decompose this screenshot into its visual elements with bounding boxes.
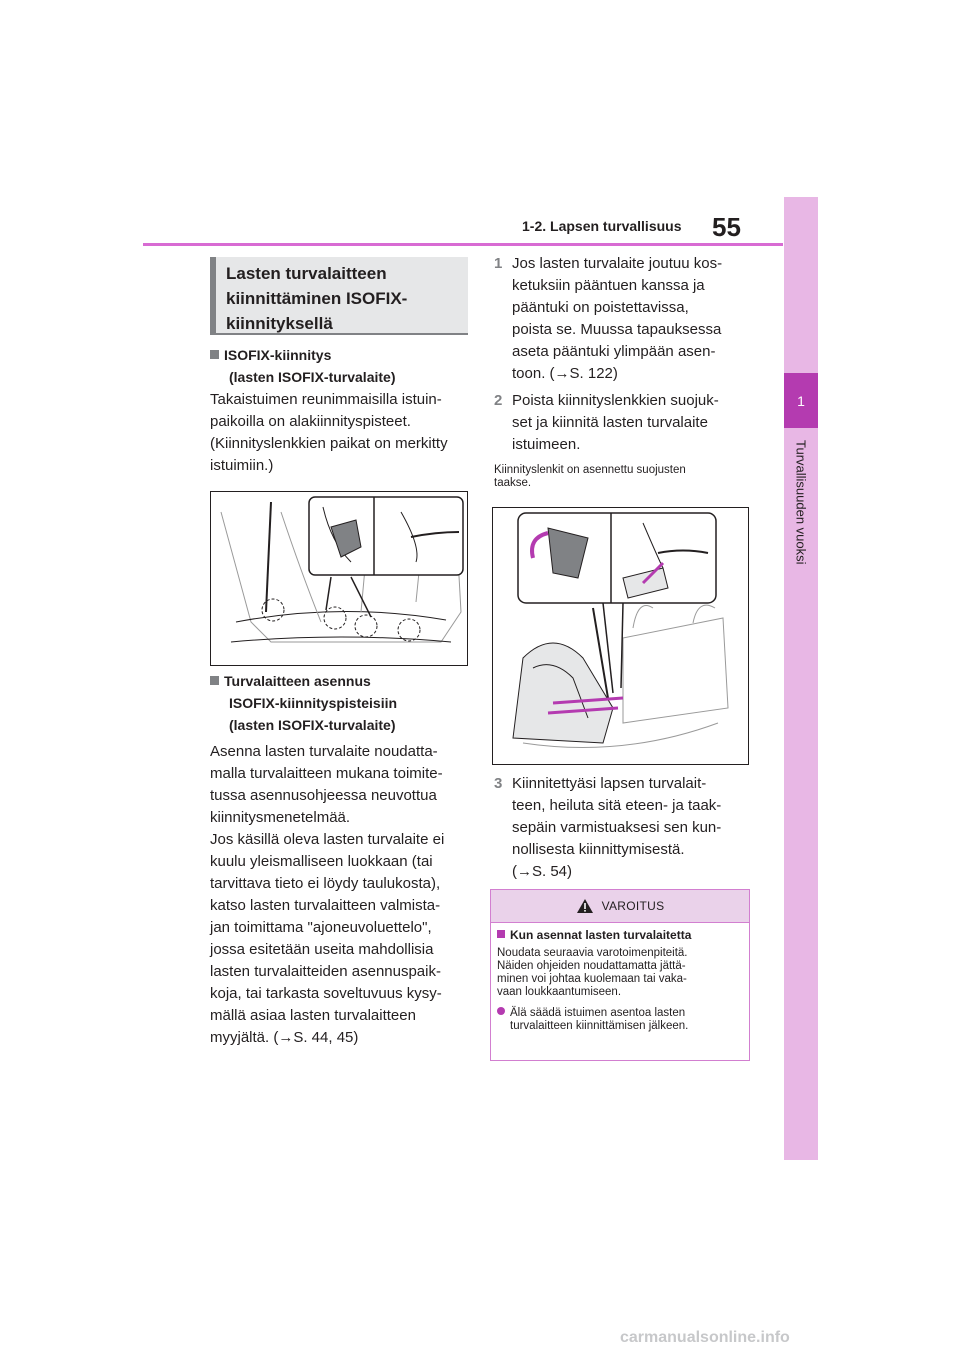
step-number: 3 [494,775,503,792]
rear-seat-illustration [211,492,467,665]
warning-header [491,890,749,923]
warning-subtitle: Kun asennat lasten turvalaitetta [497,928,743,943]
section-title: 1-2. Lapsen turvallisuus [522,218,682,234]
header-rule [143,243,783,246]
heading-line: Lasten turvalaitteen [226,264,387,283]
step-2: 2 Poista kiinnityslenkkien suojuk- set ja kiinnitä lasten turvalaite istuimeen. [494,392,719,453]
bullet-heading-isofix: ISOFIX-kiinnitys (lasten ISOFIX-turvalaite) [210,344,470,388]
bullet-dot-icon [497,1007,505,1015]
chapter-number-tab: 1 [784,373,818,428]
figure-rear-seat-anchors [210,491,468,666]
figure-child-seat-install [492,507,749,765]
heading-line: kiinnityksellä [226,314,333,333]
warning-bullet: Älä säädä istuimen asentoa lasten turvalaitteen kiinnittämisen jälkeen. [497,1007,743,1033]
step-1: 1 Jos lasten turvalaite joutuu kos- ketuksiin pääntuen kanssa ja pääntuki on poistettavissa, poista se. Muussa tapauksessa aseta pääntuki ylimpään asen- toon. (→S. 122) [494,255,723,382]
bullet-heading-installation: Turvalaitteen asennus ISOFIX-kiinnityspisteisiin (lasten ISOFIX-turvalaite) [210,670,472,736]
chapter-side-strip [784,197,818,1160]
chapter-title-vertical [783,440,819,600]
heading-line: kiinnittäminen ISOFIX- [226,289,408,308]
chapter-title: Turvallisuuden vuoksi [793,440,809,565]
watermark: carmanualsonline.info [620,1329,790,1346]
paragraph-installation: Asenna lasten turvalaite noudatta- malla turvalaitteen mukana toimite- tussa asennusohjeessa neuvottua kiinnitysmenetelmää. Jos käsillä oleva lasten turvalaite ei kuulu yleismalliseen luokkaan (tai tarvittava tieto ei löydy taulukosta), katso lasten turvalaitteen valmista- jan toimittama "ajoneuvoluettelo", jossa esitetään useita mahdollisia lasten turvalaitteiden asennuspaik- koja, tai tarkasta soveltuvuus kysy- mällä asiaa lasten turvalaitteen myyjältä. (→S. 44, 45) [210,743,445,1046]
paragraph-anchor-points: Takaistuimen reunimmaisilla istuin- paikoilla on alakiinnityspisteet. (Kiinnityslenkkien paikat on merkitty istuimiin.) [210,391,448,474]
warning-triangle-icon [576,898,594,914]
step-number: 1 [494,255,503,272]
step-number: 2 [494,392,503,409]
bullet-square-icon [210,350,219,359]
bullet-square-icon [210,676,219,685]
note-anchor-covers: Kiinnityslenkit on asennettu suojusten taakse. [494,464,686,489]
child-seat-illustration [493,508,748,764]
step-3: 3 Kiinnitettyäsi lapsen turvalait- teen, heiluta sitä eteen- ja taak- sepäin varmistuaksesi sen kun- nollisesta kiinnittymisestä. (→S. 54) [494,775,722,880]
warning-box [490,889,750,1061]
warning-title: VAROITUS [601,899,665,913]
section-heading-box [210,257,468,335]
page-number: 55 [712,212,741,242]
warning-text: Noudata seuraavia varotoimenpiteitä. Näiden ohjeiden noudattamatta jättä- minen voi johtaa kuolemaan tai vaka- vaan loukkaantumiseen. [497,947,688,998]
bullet-square-icon [497,930,505,938]
